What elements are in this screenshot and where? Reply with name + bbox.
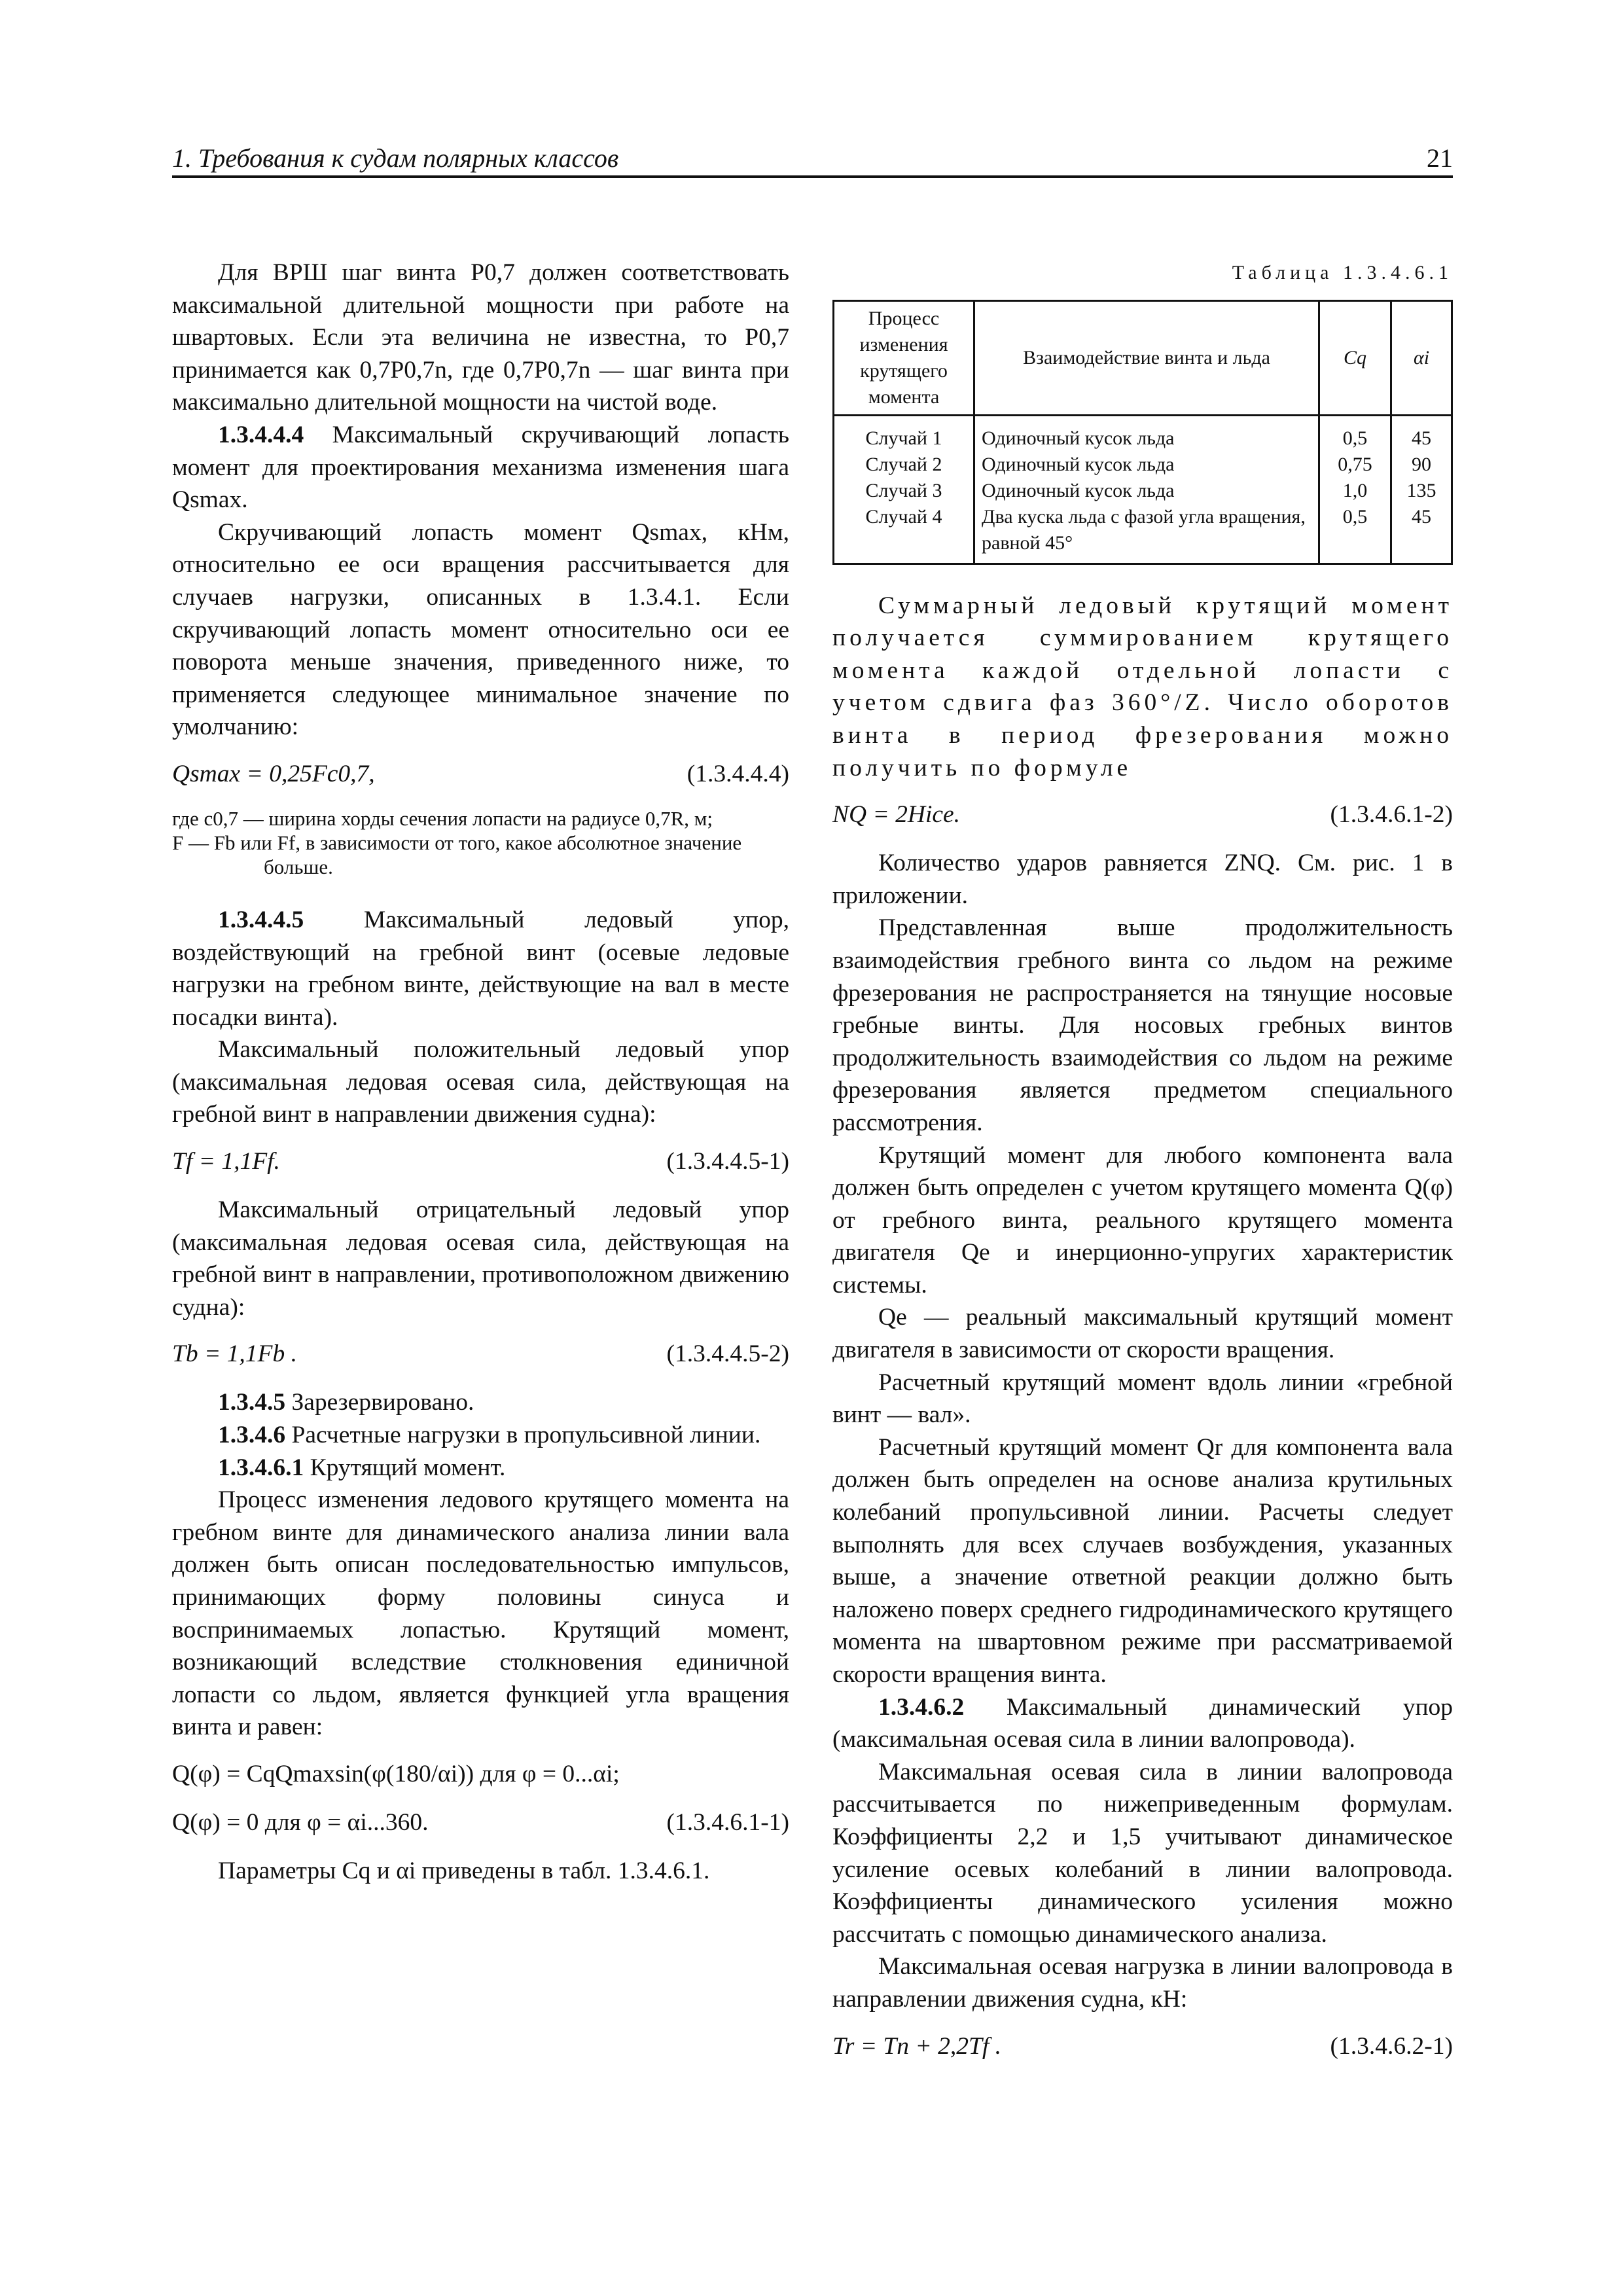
section-number: 1.3.4.4.4 <box>218 421 304 448</box>
formula-legend <box>172 806 789 879</box>
paragraph: Qe — реальный максимальный крутящий момент двигателя в зависимости от скорости вращения. <box>832 1304 1453 1364</box>
section-number: 1.3.4.5 <box>218 1389 286 1416</box>
interaction-text: Одиночный кусок льда <box>982 453 1175 475</box>
section-paragraph <box>172 1419 789 1452</box>
cq-value: 1,0 <box>1342 479 1368 501</box>
table-header-cell: αi <box>1391 300 1452 415</box>
paragraph: Расчетный крутящий момент Qr для компонента вала должен быть определен на основе анализа крутильных колебаний пропульсивной линии. Расчеты следует выполнять для всех случаев возбуждения, указанных выше, а значение ответной реакции должно быть наложено поверх среднего гидродинамического крутящего момента на швартовном режиме при рассматриваемой скорости вращения винта. <box>832 1433 1453 1688</box>
interaction-text: Одиночный кусок льда <box>982 427 1175 449</box>
table-cell-interactions <box>974 415 1319 564</box>
table-row <box>834 415 1452 564</box>
page-number: 21 <box>1427 143 1453 173</box>
formula-expression: Q(φ) = 0 для φ = αi...360. <box>172 1808 429 1836</box>
right-column <box>832 257 1453 2079</box>
paragraph: Крутящий момент для любого компонента вала должен быть определен с учетом крутящего момента Q(φ) от гребного винта, реального крутящего момента двигателя Qe и инерционно-упругих характеристик системы. <box>832 1141 1453 1299</box>
paragraph: Параметры Cq и αi приведены в табл. 1.3.4.6.1. <box>218 1857 710 1884</box>
formula <box>832 2030 1453 2064</box>
left-column <box>172 257 789 1888</box>
alpha-value: 135 <box>1406 479 1436 501</box>
running-title: 1. Требования к судам полярных классов <box>172 143 619 173</box>
formula <box>172 1338 789 1372</box>
section-number: 1.3.4.6 <box>218 1422 286 1449</box>
legend-line: F — Fb или Ff, в зависимости от того, какое абсолютное значение <box>172 831 742 854</box>
cq-value: 0,5 <box>1342 505 1368 528</box>
section-paragraph <box>172 419 789 516</box>
formula-expression: Qsmax = 0,25Fc0,7, <box>172 760 375 787</box>
interaction-text: Одиночный кусок льда <box>982 479 1175 501</box>
table-header-cell: Взаимодействие винта и льда <box>974 300 1319 415</box>
paragraph: Максимальный отрицательный ледовый упор (максимальная ледовая осевая сила, действующая на гребной винт в направлении, противоположном движению судна): <box>172 1196 789 1321</box>
alpha-value: 45 <box>1412 427 1431 449</box>
section-text: Максимальный динамический упор (максимальная осевая сила в линии валопровода). <box>832 1693 1454 1753</box>
interaction-text: Два куска льда с фазой угла вращения, равной 45° <box>982 505 1306 554</box>
section-text: Максимальный скручивающий лопасть момент для проектирования механизма изменения шага Qsmax. <box>172 421 789 514</box>
formula-number: (1.3.4.6.1-1) <box>666 1808 789 1836</box>
legend-line: больше. <box>264 855 333 878</box>
table-header-cell: Процесс изменения крутящего момента <box>834 300 974 415</box>
section-text: Крутящий момент. <box>310 1454 506 1481</box>
section-text: Максимальный ледовый упор, воздействующий на гребной винт (осевые ледовые нагрузки на гребном винте, действующие на вал в месте посадки винта). <box>172 906 790 1031</box>
running-header <box>172 143 1453 179</box>
paragraph: Процесс изменения ледового крутящего момента на гребном винте для динамического анализа линии вала должен быть описан последовательностью импульсов, принимающих форму половины синуса и воспринимаемых лопастью. Крутящий момент, возникающий вследствие столкновения единичной лопасти со льдом, является функцией угла вращения винта и равен: <box>172 1486 789 1741</box>
paragraph: Для ВРШ шаг винта P0,7 должен соответствовать максимальной длительной мощности при работе на швартовых. Если эта величина не известна, то P0,7 принимается как 0,7P0,7n, где 0,7P0,7n — шаг винта при максимально длительной мощности на чистой воде. <box>172 259 789 416</box>
section-number: 1.3.4.4.5 <box>218 906 304 933</box>
paragraph: Максимальный положительный ледовый упор (максимальная ледовая осевая сила, действующая на гребной винт в направлении движения судна): <box>172 1036 789 1128</box>
case-label: Случай 3 <box>865 479 942 501</box>
formula-number: (1.3.4.6.1-2) <box>1330 801 1453 829</box>
paragraph: Суммарный ледовый крутящий момент получается суммированием крутящего момента каждой отдельной лопасти с учетом сдвига фаз 360°/Z. Число оборотов винта в период фрезерования можно получить по формуле <box>832 592 1453 781</box>
formula-expression: Q(φ) = CqQmaxsin(φ(180/αi)) для φ = 0...αi; <box>172 1760 620 1787</box>
legend-line: где c0,7 — ширина хорды сечения лопасти на радиусе 0,7R, м; <box>172 806 713 830</box>
section-paragraph <box>832 1691 1453 1756</box>
section-number: 1.3.4.6.2 <box>878 1693 965 1721</box>
formula-number: (1.3.4.4.5-2) <box>666 1340 789 1368</box>
section-number: 1.3.4.6.1 <box>218 1454 304 1481</box>
case-label: Случай 1 <box>865 427 942 449</box>
paragraph: Расчетный крутящий момент вдоль линии «гребной винт — вал». <box>832 1369 1453 1429</box>
formula-number: (1.3.4.4.4) <box>687 760 789 787</box>
formula-number: (1.3.4.6.2-1) <box>1330 2032 1453 2060</box>
formula <box>172 1758 789 1792</box>
table-cell-cq <box>1319 415 1391 564</box>
formula <box>172 1145 789 1179</box>
paragraph: Максимальная осевая нагрузка в линии валопровода в направлении движения судна, кН: <box>832 1953 1453 2013</box>
paragraph: Количество ударов равняется ZNQ. См. рис. 1 в приложении. <box>832 850 1453 909</box>
paragraph: Скручивающий лопасть момент Qsmax, кНм, относительно ее оси вращения рассчитывается для случаев нагрузки, описанных в 1.3.4.1. Если скручивающий лопасть момент относительно оси ее поворота меньше значения, приведенного ниже, то применяется следующее минимальное значение по умолчанию: <box>172 518 789 741</box>
section-paragraph <box>172 904 789 1033</box>
table-header-cell: Cq <box>1319 300 1391 415</box>
section-text: Зарезервировано. <box>291 1389 474 1416</box>
parameters-table <box>832 300 1453 565</box>
paragraph: Представленная выше продолжительность взаимодействия гребного винта со льдом на режиме фрезерования не распространяется на тянущие носовые гребные винты. Для носовых гребных винтов продолжительность взаимодействия со льдом на режиме фрезерования является предметом специального рассмотрения. <box>832 914 1453 1136</box>
formula-expression: NQ = 2Hice. <box>832 801 961 829</box>
formula <box>832 798 1453 833</box>
formula-expression: Tb = 1,1Fb . <box>172 1340 297 1368</box>
formula-expression: Tr = Tn + 2,2Tf . <box>832 2032 1001 2060</box>
table-header-row <box>834 300 1452 415</box>
section-text: Расчетные нагрузки в пропульсивной линии. <box>291 1422 761 1449</box>
header-rule <box>172 175 1453 178</box>
table-cell-alpha <box>1391 415 1452 564</box>
alpha-value: 90 <box>1412 453 1431 475</box>
section-paragraph <box>172 1452 789 1484</box>
cq-value: 0,5 <box>1342 427 1368 449</box>
formula-expression: Tf = 1,1Ff. <box>172 1148 280 1175</box>
case-label: Случай 2 <box>865 453 942 475</box>
cq-value: 0,75 <box>1338 453 1372 475</box>
formula-number: (1.3.4.4.5-1) <box>666 1148 789 1175</box>
table-cell-cases <box>834 415 974 564</box>
paragraph: Максимальная осевая сила в линии валопровода рассчитывается по нижеприведенным формулам. Коэффициенты 2,2 и 1,5 учитывают динамическое усиление осевых колебаний в линии валопровода. Коэффициенты динамического усиления можно рассчитать с помощью динамического анализа. <box>832 1758 1453 1948</box>
case-label: Случай 4 <box>865 505 942 528</box>
table-caption: Таблица 1.3.4.6.1 <box>1232 262 1453 283</box>
section-paragraph <box>172 1386 789 1419</box>
formula <box>172 1806 789 1840</box>
alpha-value: 45 <box>1412 505 1431 528</box>
formula <box>172 758 789 792</box>
